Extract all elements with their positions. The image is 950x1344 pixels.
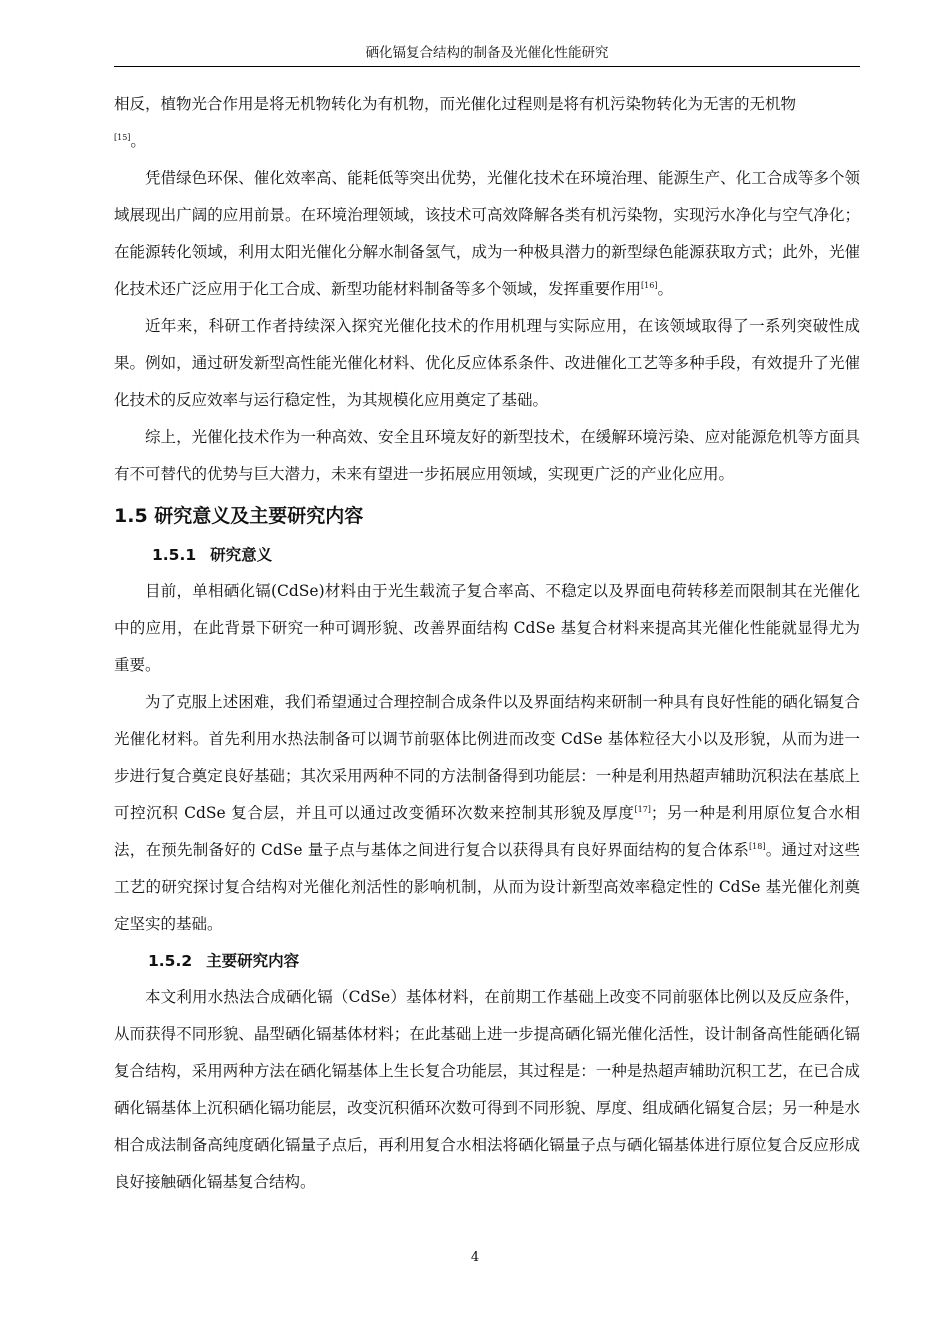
paragraph-text: 相反，植物光合作用是将无机物转化为有机物，而光催化过程则是将有机污染物转化为无害的无机物 [114,95,797,113]
running-header [114,44,860,67]
paragraph: 近年来，科研工作者持续深入探究光催化技术的作用机理与实际应用，在该领域取得了一系列突破性成果。例如，通过研发新型高性能光催化材料、优化反应体系条件、改进催化工艺等多种手段，有效提升了光催化技术的反应效率与运行稳定性，为其规模化应用奠定了基础。 [114,317,860,409]
citation: [16] [641,281,658,290]
citation: [15] [114,133,131,142]
subsection-title: 主要研究内容 [206,952,300,970]
subsection-title: 研究意义 [210,546,273,564]
paragraph [114,86,860,160]
paragraph [114,160,860,308]
paragraph-text: ；另一种是利用原位复合水相法，在预先制备好的 CdSe 量子点与基体之间进行复合以获得具有良好界面结构的复合体系 [114,804,860,859]
paragraph [114,684,860,943]
page-number: 4 [470,1250,480,1265]
page-body [114,86,860,1201]
paragraph: 综上，光催化技术作为一种高效、安全且环境友好的新型技术，在缓解环境污染、应对能源危机等方面具有不可替代的优势与巨大潜力，未来有望进一步拓展应用领域，实现更广泛的产业化应用。 [114,428,860,483]
citation: [17] [634,805,651,814]
subsection-heading [114,537,860,573]
header-title: 硒化镉复合结构的制备及光催化性能研究 [365,45,609,61]
section-heading: 1.5 研究意义及主要研究内容 [114,505,364,527]
paragraph: 目前，单相硒化镉(CdSe)材料由于光生载流子复合率高、不稳定以及界面电荷转移差而限制其在光催化中的应用，在此背景下研究一种可调形貌、改善界面结构 CdSe 基复合材料来提高其光催化性能就显得尤为重要。 [114,582,860,674]
paragraph-text: 为了克服上述困难，我们希望通过合理控制合成条件以及界面结构来研制一种具有良好性能的硒化镉复合光催化材料。首先利用水热法制备可以调节前驱体比例进而改变 CdSe 基体粒径大小以及形貌，从而为进一步进行复合奠定良好基础；其次采用两种不同的方法制备得到功能层：一种是利用热超声辅助沉积法在基底上可控沉积 CdSe 复合层，并且可以通过改变循环次数来控制其形貌及厚度 [114,693,860,822]
paragraph-text: 。通过对这些工艺的研究探讨复合结构对光催化剂活性的影响机制，从而为设计新型高效率稳定性的 CdSe 基光催化剂奠定坚实的基础。 [114,841,860,933]
paragraph-text: 。 [657,280,673,298]
subsection-heading [114,943,860,979]
subsection-number: 1.5.1 [152,546,197,564]
subsection-number: 1.5.2 [148,952,193,970]
paragraph: 本文利用水热法合成硒化镉（CdSe）基体材料，在前期工作基础上改变不同前驱体比例以及反应条件，从而获得不同形貌、晶型硒化镉基体材料；在此基础上进一步提高硒化镉光催化活性，设计制备高性能硒化镉复合结构，采用两种方法在硒化镉基体上生长复合功能层，其过程是：一种是热超声辅助沉积工艺，在已合成硒化镉基体上沉积硒化镉功能层，改变沉积循环次数可得到不同形貌、厚度、组成硒化镉复合层；另一种是水相合成法制备高纯度硒化镉量子点后，再利用复合水相法将硒化镉量子点与硒化镉基体进行原位复合反应形成良好接触硒化镉基复合结构。 [114,988,860,1191]
paragraph-text: 。 [130,132,146,150]
paragraph-text: 凭借绿色环保、催化效率高、能耗低等突出优势，光催化技术在环境治理、能源生产、化工合成等多个领域展现出广阔的应用前景。在环境治理领域，该技术可高效降解各类有机污染物，实现污水净化与空气净化；在能源转化领域，利用太阳光催化分解水制备氢气，成为一种极具潜力的新型绿色能源获取方式；此外，光催化技术还广泛应用于化工合成、新型功能材料制备等多个领域，发挥重要作用 [114,169,860,298]
citation: [18] [749,842,766,851]
